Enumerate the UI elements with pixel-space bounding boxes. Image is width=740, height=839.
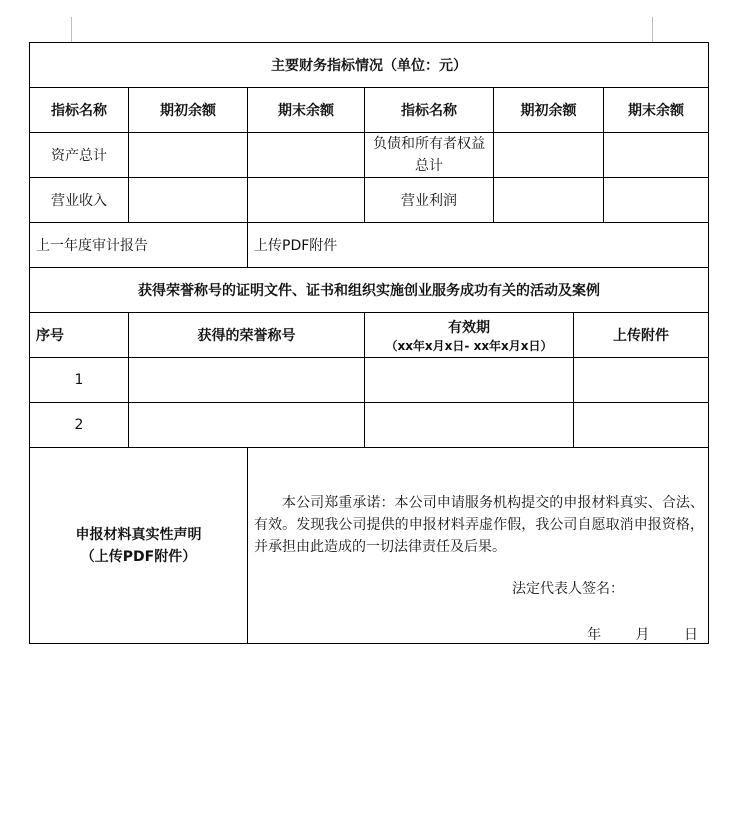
crop-mark-right bbox=[652, 17, 653, 42]
date-month-label: 月 bbox=[635, 627, 650, 643]
honors-title-row bbox=[30, 268, 709, 313]
liabilities-equity-opening-input[interactable] bbox=[494, 133, 604, 178]
audit-report-row bbox=[30, 223, 709, 268]
honor-attachment-upload-1[interactable] bbox=[574, 358, 709, 403]
honors-section-title: 获得荣誉称号的证明文件、证书和组织实施创业服务成功有关的活动及案例 bbox=[30, 268, 709, 313]
honor-attachment-upload-2[interactable] bbox=[574, 403, 709, 448]
audit-report-upload[interactable]: 上传PDF附件 bbox=[248, 223, 709, 268]
honor-serial-2: 2 bbox=[30, 403, 129, 448]
application-form-table bbox=[29, 42, 709, 644]
finance-section-title: 主要财务指标情况（单位：元） bbox=[30, 43, 709, 88]
declaration-text: 本公司郑重承诺：本公司申请服务机构提交的申报材料真实、合法、有效。发现我公司提供的申报材料弄虚作假，我公司自愿取消申报资格，并承担由此造成的一切法律责任及后果。 bbox=[254, 495, 704, 555]
header-serial-number: 序号 bbox=[30, 313, 129, 358]
indicator-operating-profit: 营业利润 bbox=[365, 178, 494, 223]
header-upload-attachment: 上传附件 bbox=[574, 313, 709, 358]
operating-revenue-closing-input[interactable] bbox=[248, 178, 365, 223]
declaration-label[interactable] bbox=[30, 448, 248, 644]
signature-label: 法定代表人签名： bbox=[512, 581, 624, 597]
indicator-operating-revenue: 营业收入 bbox=[30, 178, 129, 223]
total-assets-closing-input[interactable] bbox=[248, 133, 365, 178]
operating-profit-closing-input[interactable] bbox=[604, 178, 709, 223]
header-closing-balance-right: 期末余额 bbox=[604, 88, 709, 133]
header-indicator-name-left: 指标名称 bbox=[30, 88, 129, 133]
signature-date bbox=[587, 624, 698, 644]
honor-validity-input-2[interactable] bbox=[365, 403, 574, 448]
validity-format: （xx年x月x日- xx年x月x日） bbox=[385, 338, 553, 353]
finance-header-row bbox=[30, 88, 709, 133]
honors-row-2 bbox=[30, 403, 709, 448]
honor-validity-input-1[interactable] bbox=[365, 358, 574, 403]
declaration-label-upload: （上传PDF附件） bbox=[80, 548, 197, 565]
header-indicator-name-right: 指标名称 bbox=[365, 88, 494, 133]
crop-mark-left bbox=[71, 17, 72, 42]
header-closing-balance-left: 期末余额 bbox=[248, 88, 365, 133]
declaration-row bbox=[30, 448, 709, 644]
operating-profit-opening-input[interactable] bbox=[494, 178, 604, 223]
header-opening-balance-right: 期初余额 bbox=[494, 88, 604, 133]
liabilities-equity-closing-input[interactable] bbox=[604, 133, 709, 178]
header-opening-balance-left: 期初余额 bbox=[129, 88, 248, 133]
indicator-total-liabilities-equity: 负债和所有者权益总计 bbox=[365, 133, 494, 178]
validity-label: 有效期 bbox=[448, 319, 490, 336]
declaration-label-title: 申报材料真实性声明 bbox=[75, 526, 202, 543]
finance-row-2 bbox=[30, 178, 709, 223]
honor-title-input-1[interactable] bbox=[129, 358, 365, 403]
finance-title-row bbox=[30, 43, 709, 88]
header-validity-period bbox=[365, 313, 574, 358]
date-day-label: 日 bbox=[684, 627, 698, 643]
honors-header-row bbox=[30, 313, 709, 358]
finance-row-1 bbox=[30, 133, 709, 178]
operating-revenue-opening-input[interactable] bbox=[129, 178, 248, 223]
indicator-total-assets: 资产总计 bbox=[30, 133, 129, 178]
honor-title-input-2[interactable] bbox=[129, 403, 365, 448]
date-year-label: 年 bbox=[587, 627, 602, 643]
honors-row-1 bbox=[30, 358, 709, 403]
audit-report-label: 上一年度审计报告 bbox=[30, 223, 248, 268]
header-honor-title: 获得的荣誉称号 bbox=[129, 313, 365, 358]
total-assets-opening-input[interactable] bbox=[129, 133, 248, 178]
declaration-body bbox=[248, 448, 709, 644]
honor-serial-1: 1 bbox=[30, 358, 129, 403]
